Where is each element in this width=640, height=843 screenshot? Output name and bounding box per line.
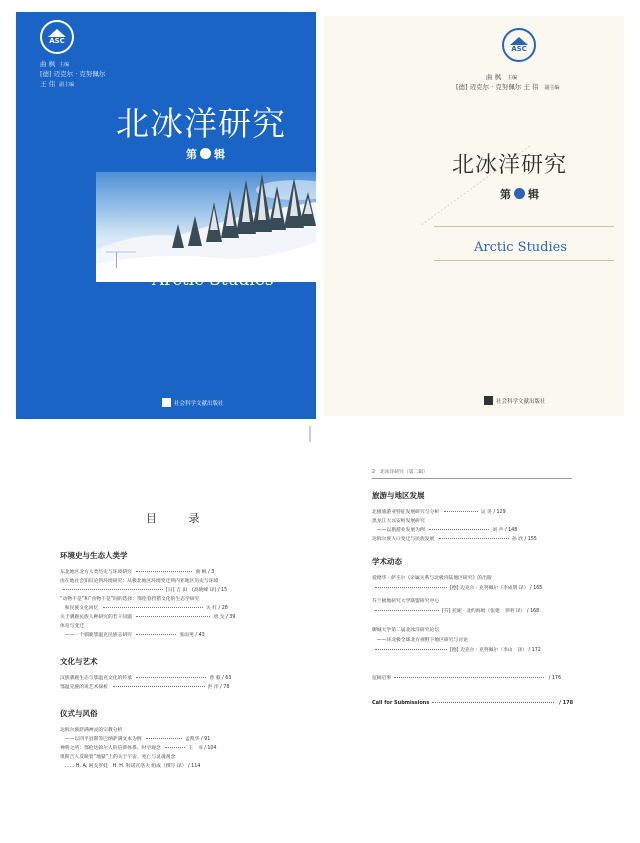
- front-title: 北冰洋研究: [116, 104, 286, 143]
- toc-entry: ——以旅游业发展为例 刘 声 / 148: [372, 528, 518, 533]
- leader-dots: [439, 538, 509, 539]
- back-title: 北冰洋研究: [452, 153, 568, 178]
- snowy-forest-illustration: [96, 172, 316, 282]
- leader-dots: [146, 738, 182, 739]
- toc-entry: [日] 吉 田 (高晓峰 译) / 15: [60, 586, 280, 593]
- cover-photo: [96, 172, 316, 282]
- back-rule: [434, 226, 614, 227]
- back-cover: [324, 16, 624, 416]
- toc-entry: ——一个驯鹿鄂温克民族志研究 张雨男 / 43: [60, 633, 205, 638]
- header-rule: [372, 478, 572, 479]
- publisher-logo-icon: [484, 396, 493, 405]
- back-title-en: Arctic Studies: [474, 240, 568, 255]
- back-publisher: 社会科学文献出版社: [484, 396, 546, 405]
- leader-dots: [444, 511, 478, 512]
- toc-entry: 达斡尔族萨满神灵的宗教分析: [60, 728, 123, 733]
- back-editor-line-2: [德] 迈克尔 · 克努佩尔 王 伟 副主编: [456, 83, 560, 91]
- mountain-icon: [510, 37, 528, 45]
- leader-dots: [165, 747, 185, 748]
- publisher-logo-icon: [162, 398, 171, 407]
- page-separator: [309, 426, 311, 442]
- leader-dots: [375, 587, 447, 588]
- toc-entry: 东北地区北方人类历史与环境研究 曲 枫 / 3: [60, 570, 215, 575]
- leader-dots: [432, 702, 554, 703]
- editor-line: [德] 迈克尔 · 克努佩尔: [40, 70, 106, 78]
- toc-entry: 和民族文化回忆 关 红 / 28: [60, 606, 228, 611]
- leader-dots: [394, 677, 544, 678]
- back-issue: 第 辑: [500, 188, 539, 201]
- section-title: 仪式与风俗: [60, 709, 98, 718]
- editor-line: 王 伟 副主编: [40, 80, 75, 88]
- toc-entry: 神明之所：鄂伦达斡尔人的信仰体系、时空观念 王 书 / 104: [60, 746, 217, 751]
- toc-entry: [德] 迈克尔 · 克努佩尔（李山 译） / 172: [372, 646, 572, 653]
- issue-number-dot: [514, 188, 525, 199]
- front-cover: [16, 12, 316, 419]
- issue-number-dot: [200, 148, 211, 159]
- section-title: 学术动态: [372, 557, 402, 566]
- section-title: 旅游与地区发展: [372, 491, 425, 500]
- toc-entry: Call for Submissions / 178: [372, 700, 574, 706]
- leader-dots: [136, 634, 176, 635]
- toc-entry: 黑龙江大兴安岭发展研究: [372, 519, 425, 524]
- toc-entry: 爱德华 · 萨丕尔《亲属关系与北极内陆地区研究》的出版: [372, 576, 492, 581]
- logo-text: ASC: [49, 37, 65, 45]
- leader-dots: [429, 529, 489, 530]
- leader-dots: [136, 571, 192, 572]
- section-title: 文化与艺术: [60, 657, 98, 666]
- front-issue: 第 辑: [186, 148, 225, 161]
- front-title-en: Arctic Studies: [152, 270, 274, 290]
- section-title: 环境史与生态人类学: [60, 551, 128, 560]
- running-header: 2 北冰洋研究（第二辑）: [372, 470, 428, 475]
- back-rule: [434, 260, 614, 261]
- toc-entry: ——以四平县斯等巴纳萨满文本为例 孟凯华 / 91: [60, 737, 211, 742]
- toc-entry: 鄂温克族的说艺术探析 洪 洋 / 78: [60, 685, 230, 690]
- leader-dots: [113, 686, 205, 687]
- toc-entry: 体育与变迁: [60, 624, 84, 629]
- toc-entry: 聊城大学第二届北冰洋研究论坛: [372, 628, 440, 633]
- toc-entry: 奥斯吉人反映着“地狱”上的关于宇宙、死亡与灵魂观念: [60, 755, 176, 760]
- toc-entry: [芬] 托妮 · 北约海姆（张建 李明 译） / 168: [372, 607, 572, 614]
- mountain-icon: [48, 29, 66, 37]
- toc-entry: “动物不是”和“食物不是”间的选择：鄂伦春狩猎文化的生态学研究: [60, 597, 200, 602]
- toc-right-page: [372, 468, 572, 718]
- leader-dots: [136, 677, 206, 678]
- leader-dots: [63, 589, 163, 590]
- toc-entry: 芬兰极地研究大学联盟研究中心: [372, 599, 440, 604]
- leader-dots: [375, 610, 439, 611]
- toc-entry: …… H. A. 阿戈罗娃 H. H. 科诺瓦洛夫 组成（撰写 译） / 114: [60, 764, 201, 769]
- toc-entry: 达斡尔族人口变迁与民族发展 孙 欣 / 155: [372, 537, 537, 542]
- toc-heading: 目 录: [146, 512, 214, 525]
- toc-entry: ——环北极全球北方视野下地区研究与讨论: [372, 638, 468, 643]
- toc-entry: 汉族驯鹿生态与鄂温克文化的传承 曾 毅 / 63: [60, 676, 232, 681]
- asc-logo: [40, 20, 74, 54]
- toc-left-page: [60, 510, 280, 810]
- asc-logo: [502, 28, 536, 62]
- leader-dots: [103, 607, 203, 608]
- leader-dots: [136, 616, 210, 617]
- toc-entry: 征稿启事 / 176: [372, 676, 562, 681]
- editor-line: 曲 枫 主编: [40, 60, 70, 68]
- leader-dots: [375, 649, 447, 650]
- toc-entry: 由在地社会知识论到环境研究：从极北地区环境变迁到内亚地区历史与环境: [60, 579, 219, 584]
- front-editors: [40, 60, 109, 90]
- toc-entry: 关于驯鹿民族人种研究的若干问题 唐 戈 / 39: [60, 615, 236, 620]
- toc-entry: 北极旅游业特征发展研究与分析 吴 炎 / 129: [372, 510, 506, 515]
- logo-text: ASC: [511, 45, 527, 53]
- back-editor-line-1: 曲 枫 主编: [486, 73, 518, 81]
- toc-entry: [德] 迈克尔 · 克努佩尔（李成明 译） / 165: [372, 584, 572, 591]
- front-publisher: 社会科学文献出版社: [162, 398, 224, 407]
